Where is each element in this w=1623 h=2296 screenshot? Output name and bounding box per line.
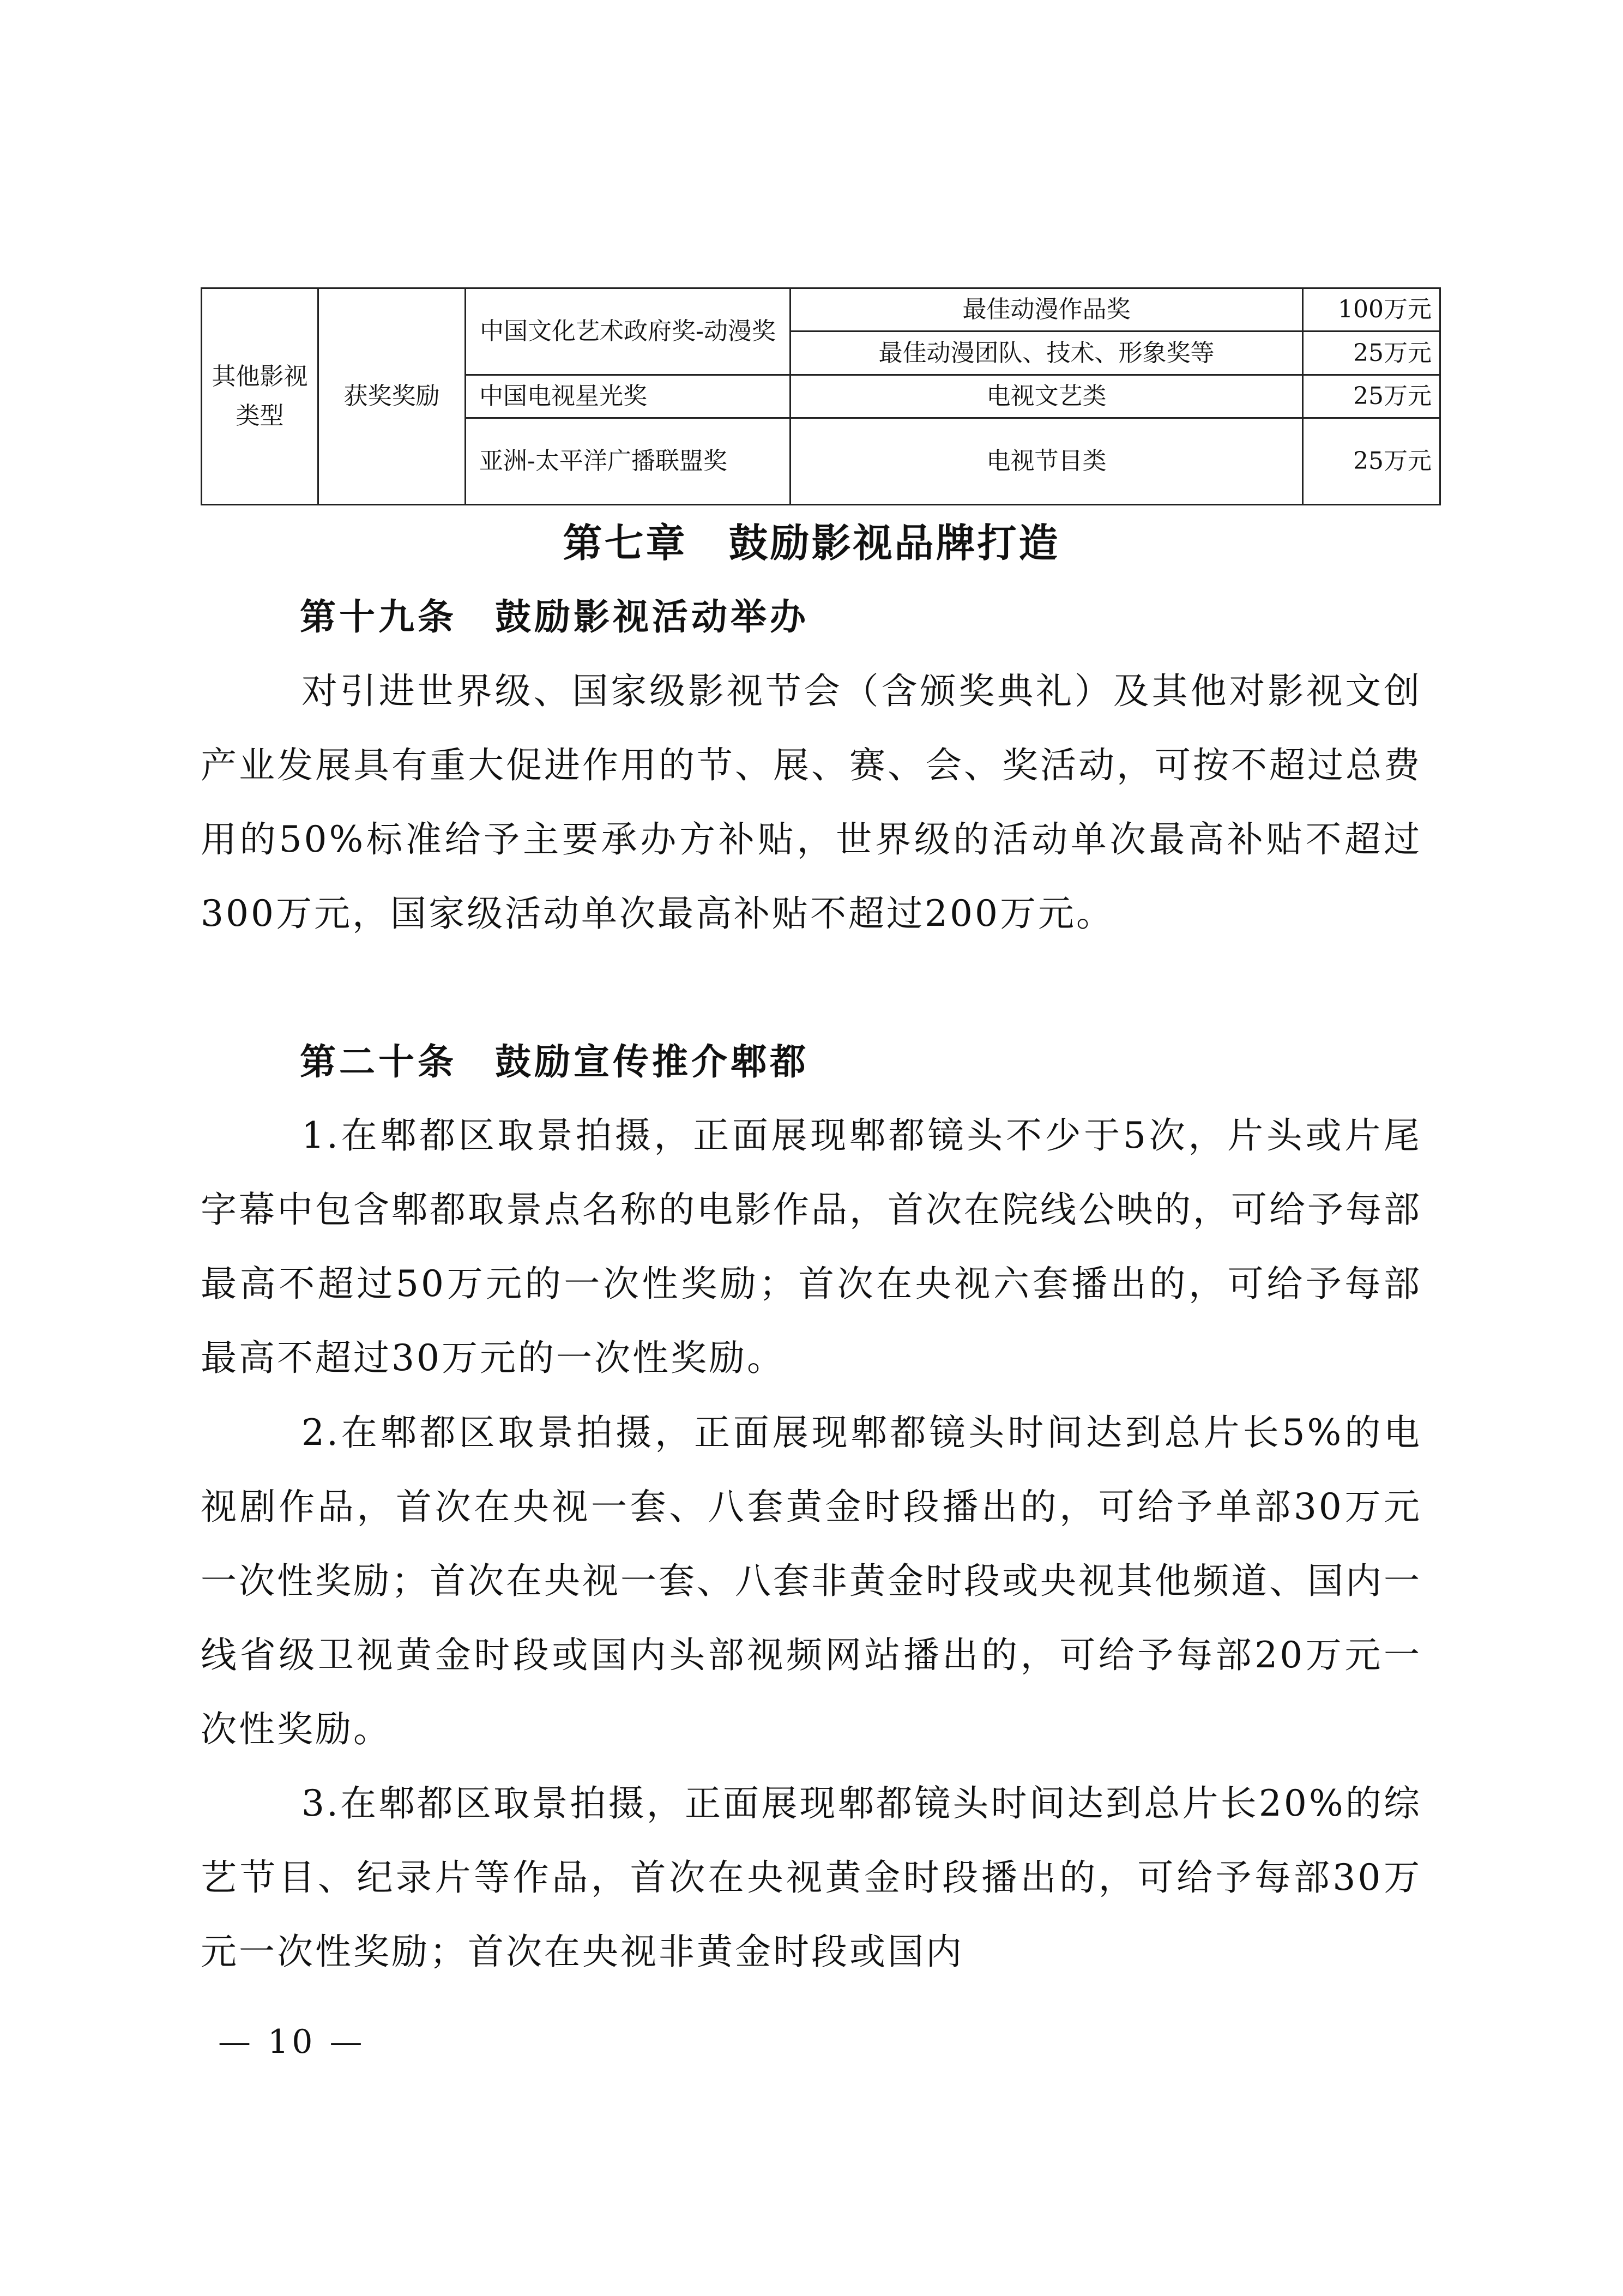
article-20-item-3: 3.在郫都区取景拍摄，正面展现郫都镜头时间达到总片长20%的综艺节目、纪录片等作品，首次在央视黄金时段播出的，可给予每部30万元一次性奖励；首次在央视非黄金时段或国内 <box>201 1782 1422 1973</box>
award-item-cell: 电视节目类 <box>791 418 1303 505</box>
page-number: — 10 — <box>218 2023 366 2061</box>
article-number: 第二十条 <box>300 1041 457 1083</box>
article-19-heading <box>300 590 809 644</box>
table-row <box>202 288 1440 332</box>
award-item-cell: 最佳动漫团队、技术、形象奖等 <box>791 332 1303 375</box>
article-20-item-2: 2.在郫都区取景拍摄，正面展现郫都镜头时间达到总片长5%的电视剧作品，首次在央视一套、八套黄金时段播出的，可给予单部30万元一次性奖励；首次在央视一套、八套非黄金时段或央视其他频道、国内一线省级卫视黄金时段或国内头部视频网站播出的，可给予每部20万元一次性奖励。 <box>201 1412 1422 1750</box>
chapter-title: 第七章 鼓励影视品牌打造 <box>563 520 1060 566</box>
award-name-cell: 亚洲-太平洋广播联盟奖 <box>466 418 791 505</box>
award-item-cell: 电视文艺类 <box>791 375 1303 418</box>
article-19-body: 对引进世界级、国家级影视节会（含颁奖典礼）及其他对影视文创产业发展具有重大促进作用的节、展、赛、会、奖活动，可按不超过总费用的50%标准给予主要承办方补贴，世界级的活动单次最高补贴不超过300万元，国家级活动单次最高补贴不超过200万元。 <box>201 670 1422 935</box>
amount-cell: 100万元 <box>1303 288 1440 332</box>
award-item-cell: 最佳动漫作品奖 <box>791 288 1303 332</box>
article-number: 第十九条 <box>300 596 457 638</box>
article-title: 鼓励影视活动举办 <box>495 596 809 638</box>
article-title: 鼓励宣传推介郫都 <box>495 1041 809 1083</box>
subcategory-cell: 获奖奖励 <box>318 288 466 505</box>
amount-cell: 25万元 <box>1303 418 1440 505</box>
award-name-cell: 中国电视星光奖 <box>466 375 791 418</box>
category-cell: 其他影视类型 <box>202 288 318 505</box>
award-name-cell: 中国文化艺术政府奖-动漫奖 <box>466 288 791 375</box>
article-20-heading <box>300 1035 809 1089</box>
article-20-item-1: 1.在郫都区取景拍摄，正面展现郫都镜头不少于5次，片头或片尾字幕中包含郫都取景点名称的电影作品，首次在院线公映的，可给予每部最高不超过50万元的一次性奖励；首次在央视六套播出的，可给予每部最高不超过30万元的一次性奖励。 <box>201 1114 1422 1379</box>
amount-cell: 25万元 <box>1303 375 1440 418</box>
amount-cell: 25万元 <box>1303 332 1440 375</box>
award-table <box>201 287 1441 505</box>
